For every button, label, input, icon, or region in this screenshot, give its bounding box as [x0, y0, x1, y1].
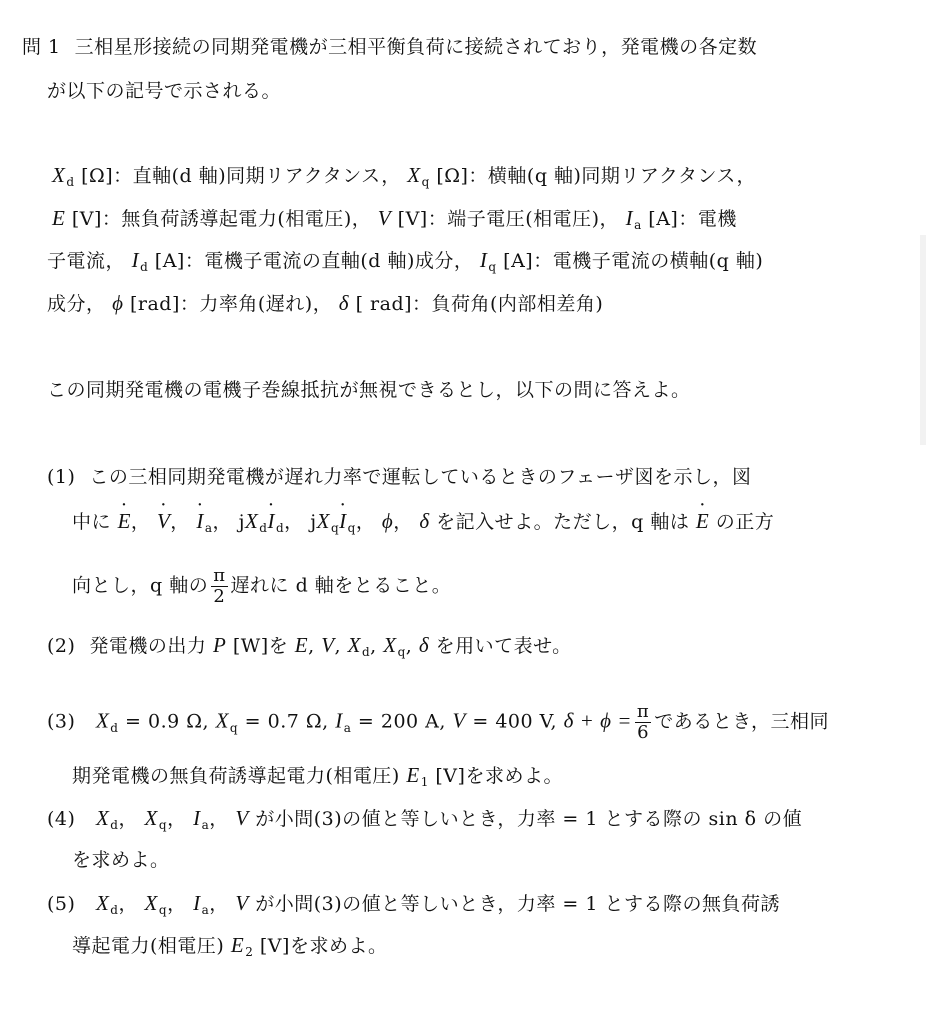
question-5-label: (5) — [47, 893, 76, 915]
question-3-line-2: 期発電機の無負荷誘導起電力(相電圧) $E_1$ [V]を求めよ。 — [72, 763, 563, 789]
question-1-line-2: 中に · E， · V， · $I_a$， $jX_d\cdot I_d$， $jX_q\cdot I_q$， ϕ， δ を記入せよ。ただし，q 軸は · E の正方 — [72, 506, 774, 543]
question-4-label: (4) — [47, 808, 76, 830]
def-line-1: $X_d$ [Ω]：直軸(d 軸)同期リアクタンス， $X_q$ [Ω]：横軸(q 軸)同期リアクタンス， — [52, 163, 756, 189]
question-1-line-3: 向とし，q 軸の $\frac{\pi}{2}$ 遅れに d 軸をとること。 — [72, 565, 452, 607]
fraction-pi-over-2: $\frac{\pi}{2}$ — [213, 565, 226, 607]
question-2-line-1: (2) 発電機の出力 P [W]を E, V, $X_d$, $X_q$, δ を用いて表せ。 — [47, 633, 572, 659]
question-5-line-1: (5) $X_d$， $X_q$， $I_a$， V が小問(3)の値と等しいとき，力率 = 1 とする際の無負荷誘 — [47, 891, 781, 917]
question-5-line-2: 導起電力(相電圧) $E_2$ [V]を求めよ。 — [72, 933, 388, 959]
question-4-line-2: を求めよ。 — [72, 849, 170, 871]
question-3-label: (3) — [47, 710, 76, 733]
question-1-line-1: (1) この三相同期発電機が遅れ力率で運転しているときのフェーザ図を示し，図 — [47, 466, 752, 488]
fraction-pi-over-6: $\frac{\pi}{6}$ — [636, 701, 650, 743]
question-1-label: (1) — [47, 466, 76, 488]
question-3-line-1: (3) $X_d = 0.9$ Ω, $X_q = 0.7$ Ω, $I_a = 200$ A, V = 400 V, δ + ϕ = $\frac{\pi}{6}$ であるとき，三相同 — [47, 701, 829, 743]
problem-line-2: が以下の記号で示される。 — [47, 80, 282, 102]
scrollbar-track[interactable] — [920, 235, 926, 445]
problem-intro-text: 三相星形接続の同期発電機が三相平衡負荷に接続されており，発電機の各定数 — [74, 36, 758, 58]
instruction-text: この同期発電機の電機子巻線抵抗が無視できるとし，以下の問に答えよ。 — [47, 379, 691, 401]
question-4-line-1: (4) $X_d$， $X_q$， $I_a$， V が小問(3)の値と等しいとき，力率 = 1 とする際の sin δ の値 — [47, 806, 803, 832]
def-line-3: 子電流， $I_d$ [A]：電機子電流の直軸(d 軸)成分， $I_q$ [A]：電機子電流の横軸(q 軸) — [47, 248, 764, 274]
def-line-4: 成分， ϕ [rad]：力率角(遅れ)， δ [ rad]：負荷角(内部相差角) — [47, 291, 604, 315]
def-line-2: E [V]：無負荷誘導起電力(相電圧)， V [V]：端子電圧(相電圧)， $I_a$ [A]：電機 — [52, 206, 737, 232]
problem-line-1 — [22, 32, 757, 62]
problem-number: 問 1 — [22, 36, 61, 58]
question-2-label: (2) — [47, 635, 76, 657]
